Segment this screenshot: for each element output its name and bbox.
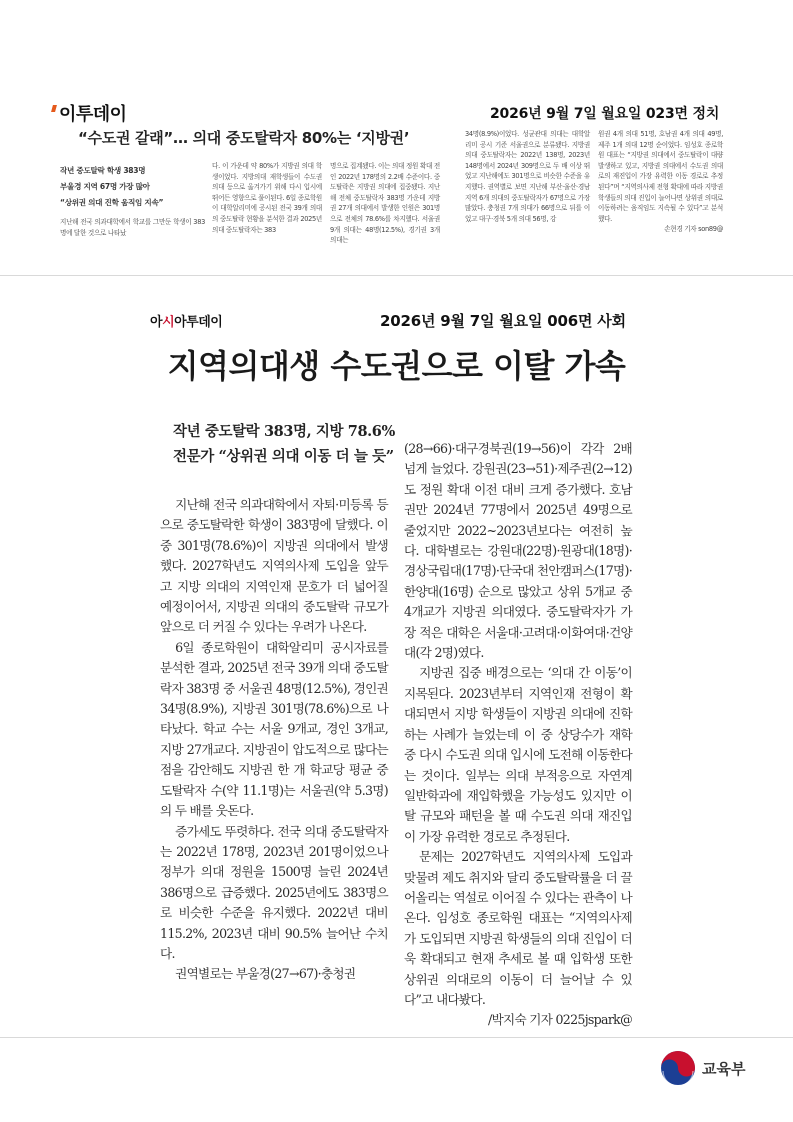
clip1-column-2: 다. 이 가운데 약 80%가 지방권 의대 학생이었다. 지방의대 재학생들이 수도권 의대 등으로 옮겨가기 위해 다시 입시에 뛰어든 영향으로 풀이된다. 6일 종로학원이 대학알리미에 공시된 전국 39개 의대의 중도탈락 현황을 분석한 결과 2025년 의대 중도탈락자는 383 (212, 162, 322, 234)
clip1-column-5-text: 원권 4개 의대 51명, 호남권 4개 의대 49명, 제주 1개 의대 12명 순이었다. 임성호 종로학원 대표는 “지방권 의대에서 중도탈락이 대량 발생하고 있고, 지방권 의대에서 수도권 의대로의 재진입이 가장 유력한 이동 경로로 추정된다”며 “지역의사제 전형 확대에 따라 지방권 학생들의 의대 진입이 늘어나면 상위권 의대로 이동하려는 움직임도 지속될 수 있다”고 분석했다. (598, 130, 723, 223)
article-paragraph: 지방권 집중 배경으로는 ‘의대 간 이동’이 지목된다. 2023년부터 지역인재 전형이 확대되면서 지방 학생들이 지방권 의대에 진학하는 사례가 늘었는데 이 중 상당수가 재학 중 다시 수도권 의대 입시에 도전해 이동한다는 것이다. 일부는 의대 부적응으로 자연계 일반학과에 재입학했을 가능성도 있지만 이탈 규모와 패턴을 볼 때 수도권 의대 재진입이 가장 유력한 경로로 추정된다. (404, 665, 632, 844)
article-paragraph: 문제는 2027학년도 지역의사제 도입과 맞물려 제도 취지와 달리 중도탈락률을 더 끌어올리는 역설로 이어질 수 있다는 관측이 나온다. 임성호 종로학원 대표는 “지역의사제가 도입되면 지방권 학생들의 의대 진입이 더욱 확대되고 현재 추세로 볼 때 입학생 또한 상위권 의대로의 이동이 더 늘어날 수 있다”고 내다봤다. (404, 849, 632, 1007)
etoday-logo: 이투데이 (59, 104, 127, 125)
article-title: 지역의대생 수도권으로 이탈 가속 (167, 347, 626, 385)
clip1-subhead: 작년 중도탈락 학생 383명 (60, 166, 146, 175)
etoday-logo-mark-icon (51, 105, 57, 112)
article-subtitle: 전문가 “상위권 의대 이동 더 늘 듯” (173, 448, 394, 465)
footer-divider (0, 1037, 793, 1038)
asiatoday-logo-suffix: 아투데이 (174, 315, 223, 330)
article-subtitles (173, 419, 395, 469)
article-paragraph: 증가세도 뚜렷하다. 전국 의대 중도탈락자는 2022년 178명, 2023년 201명이었으나 정부가 의대 정원을 1500명 늘린 2024년 386명으로 급증했다. 2025년에도 383명으로 비슷한 수준을 유지했다. 2022년 대비 115.2%, 2023년 대비 90.5% 늘어난 수치다. (160, 823, 388, 961)
article-paragraph: (28→66)·대구경북권(19→56)이 각각 2배 넘게 늘었다. 강원권(23→51)·제주권(2→12)도 정원 확대 이전 대비 크게 증가했다. 호남권만 2024년 77명에서 2025년 49명으로 줄었지만 2022~2023년보다는 여전히 높다. 대학별로는 강원대(22명)·원광대(18명)·경상국립대(17명)·단국대 천안캠퍼스(17명)·한양대(16명) 순으로 많았고 상위 5개교 중 4개교가 지방권 의대였다. 중도탈락자가 가장 적은 대학은 서울대·고려대·이화여대·건양대(각 2명)였다. (404, 441, 632, 661)
article-column-right (404, 439, 632, 1031)
clip2-date-line: 2026년 9월 7일 월요일 006면 사회 (380, 312, 626, 330)
clip1-subhead: “상위권 의대 진학 움직임 지속” (60, 198, 164, 207)
taegeuk-emblem-icon (660, 1050, 696, 1086)
article-column-left (160, 495, 388, 985)
clip1-subhead: 부울경 지역 67명 가장 많아 (60, 182, 150, 191)
clip1-date-line: 2026년 9월 7일 월요일 023면 정치 (490, 106, 720, 122)
article-byline: /박지숙 기자 0225jspark@ (487, 1012, 632, 1028)
article-paragraph: 권역별로는 부울경(27→67)·충청권 (175, 966, 356, 982)
clip1-column-3: 명으로 집계됐다. 이는 의대 정원 확대 전인 2022년 178명의 2.2배 수준이다. 중도탈락은 지방권 의대에 집중됐다. 지난해 전체 중도탈락자 383명 가운데 지방권 27개 의대에서 발생한 인원은 301명으로 전체의 78.6%를 차지했다. 서울권 9개 의대는 48명(12.5%), 경기권 3개 의대는 (330, 162, 440, 245)
clipping-etoday (40, 95, 760, 255)
clipping-divider (0, 275, 793, 276)
article-paragraph: 6일 종로학원이 대학알리미 공시자료를 분석한 결과, 2025년 전국 39개 의대 중도탈락자 383명 중 서울권 48명(12.5%), 경인권 34명(8.9%), 지방권 301명(78.6%)으로 나타났다. 학교 수는 서울 9개교, 경인 3개교, 지방 27개교다. 지방권이 압도적으로 많다는 점을 감안해도 지방권 한 개 학교당 평균 중도탈락자 수(약 11.1명)는 서울권(약 5.3명)의 두 배를 웃돈다. (160, 639, 388, 819)
ministry-of-education-label: 교육부 (702, 1060, 746, 1078)
article-paragraph: 지난해 전국 의과대학에서 자퇴·미등록 등으로 중도탈락한 학생이 383명에 달했다. 이 중 301명(78.6%)이 지방권 의대에서 발생했다. 2027학년도 지역의사제 도입을 앞두고 지방 의대의 지역인재 문호가 더 넓어질 예정이어서, 지방권 의대의 중도탈락 규모가 앞으로 더 커질 수 있다는 우려가 나온다. (160, 497, 388, 635)
article-subtitle: 작년 중도탈락 383명, 지방 78.6% (173, 423, 395, 440)
clip1-headline: “수도권 갈래”… 의대 중도탈락자 80%는 ‘지방권’ (78, 129, 410, 147)
asiatoday-logo (150, 311, 222, 330)
clip1-lead-text: 지난해 전국 의과대학에서 학교를 그만둔 학생이 383명에 달한 것으로 나타났 (60, 218, 205, 237)
asiatoday-logo-accent: 시 (162, 315, 175, 330)
clip1-column-4: 34명(8.9%)이었다. 성균관대 의대는 대학알리미 공시 기준 서울권으로 분류됐다. 지방권 의대 중도탈락자는 2022년 138명, 2023년 148명에서 2024년 309명으로 두 배 이상 뛰었고 지난해에도 301명으로 비슷한 수준을 유지했다. 권역별로 보면 지난해 부산·울산·경남 지역 6개 의대의 중도탈락자가 67명으로 가장 많았다. 충청권 7개 의대가 66명으로 뒤를 이었고 대구·경북 5개 의대 56명, 강 (465, 130, 590, 223)
clip1-subheads (60, 163, 200, 211)
clip1-column-5 (598, 129, 723, 235)
clip1-byline: 손현경 기자 son89@ (664, 225, 723, 234)
asiatoday-logo-prefix: 아 (150, 315, 163, 330)
